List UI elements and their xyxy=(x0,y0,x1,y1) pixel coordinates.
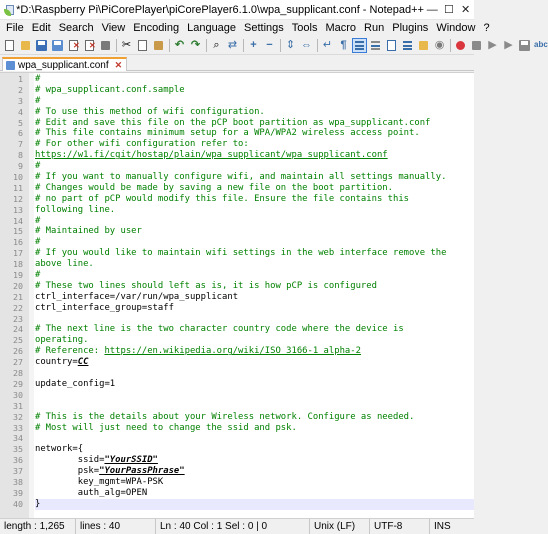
unsaved-file-icon xyxy=(6,61,15,70)
code-line[interactable] xyxy=(35,346,474,357)
menu-edit[interactable]: Edit xyxy=(31,22,51,34)
record-macro-icon[interactable] xyxy=(454,39,467,52)
show-all-characters-icon[interactable]: ¶ xyxy=(340,39,347,51)
code-comment: # These two lines should left as is, it is how pCP is configured xyxy=(35,280,377,291)
status-lines: lines : 40 xyxy=(76,519,156,534)
code-line[interactable] xyxy=(35,172,474,183)
line-number: 21 xyxy=(13,291,23,302)
code-line[interactable] xyxy=(35,128,474,139)
code-line[interactable] xyxy=(35,161,474,172)
line-number: 15 xyxy=(13,226,23,237)
menu-macro[interactable]: Macro xyxy=(325,22,357,34)
toolbar-separator xyxy=(206,39,207,52)
line-number: 20 xyxy=(13,280,23,291)
tab-label: wpa_supplicant.conf xyxy=(18,59,109,71)
replace-icon[interactable]: ⇄ xyxy=(227,39,238,51)
code-text: "YourPassPhrase" xyxy=(99,466,185,477)
code-line[interactable] xyxy=(35,390,474,401)
run-macro-multiple-icon[interactable]: ▶ xyxy=(504,39,513,51)
code-comment: # xyxy=(35,74,41,84)
maximize-button[interactable]: ☐ xyxy=(444,4,454,16)
code-line[interactable] xyxy=(35,259,474,270)
line-number: 26 xyxy=(13,346,23,357)
line-number: 9 xyxy=(18,161,23,172)
line-number: 2 xyxy=(18,84,23,95)
menu-plugins[interactable]: Plugins xyxy=(392,22,429,34)
toolbar xyxy=(0,37,548,55)
line-number: 14 xyxy=(13,215,23,226)
code-text: country= xyxy=(35,357,78,368)
undo-icon[interactable]: ↶ xyxy=(174,39,185,51)
menu-file[interactable]: File xyxy=(6,22,24,34)
code-line[interactable] xyxy=(35,303,474,314)
line-number: 6 xyxy=(18,128,23,139)
line-number: 19 xyxy=(13,270,23,281)
line-number: 37 xyxy=(13,466,23,477)
word-wrap-icon[interactable]: ↵ xyxy=(322,39,333,51)
code-text: ssid= xyxy=(35,455,105,466)
toolbar-separator xyxy=(169,39,170,52)
line-number: 3 xyxy=(18,95,23,106)
code-line[interactable] xyxy=(35,357,474,368)
code-line[interactable] xyxy=(35,412,474,423)
menu-language[interactable]: Language xyxy=(187,22,237,34)
code-line[interactable] xyxy=(35,248,474,259)
code-line[interactable] xyxy=(35,226,474,237)
code-comment: # If you want to manually configure wifi, and maintain all settings manually. xyxy=(35,172,447,183)
code-comment: # Most will just need to change the ssid and psk. xyxy=(35,422,297,433)
code-line[interactable] xyxy=(35,335,474,346)
code-text: auth_alg=OPEN xyxy=(35,487,148,498)
notepadpp-icon xyxy=(4,4,11,16)
line-number: 10 xyxy=(13,172,23,183)
code-line[interactable] xyxy=(35,205,474,216)
language-icon[interactable] xyxy=(369,39,382,52)
code-line[interactable] xyxy=(35,139,474,150)
code-line[interactable] xyxy=(35,281,474,292)
menu-run[interactable]: Run xyxy=(364,22,385,34)
code-line[interactable] xyxy=(35,368,474,379)
tab-bar xyxy=(0,55,474,71)
code-line[interactable] xyxy=(35,314,474,325)
line-number: 8 xyxy=(18,150,23,161)
line-number: 39 xyxy=(13,487,23,498)
close-all-icon[interactable]: ✕ xyxy=(83,39,96,52)
menu-help[interactable]: ? xyxy=(483,22,490,34)
code-comment: # This is the details about your Wireless network. Configure as needed. xyxy=(35,411,415,422)
line-number: 28 xyxy=(13,368,23,379)
code-line[interactable] xyxy=(35,423,474,434)
line-number: 24 xyxy=(13,324,23,335)
code-comment: # xyxy=(35,95,41,106)
line-number: 11 xyxy=(13,182,23,193)
save-macro-icon[interactable] xyxy=(518,39,531,52)
menu-search[interactable]: Search xyxy=(58,22,94,34)
code-line[interactable] xyxy=(35,150,474,161)
code-comment: operating. xyxy=(35,335,89,346)
code-comment: # xyxy=(35,237,41,248)
code-line[interactable] xyxy=(35,194,474,205)
toolbar-separator xyxy=(243,39,244,52)
find-icon[interactable]: ⌕ xyxy=(213,39,220,51)
toolbar-separator xyxy=(116,39,117,52)
code-comment: # Changes would be made by saving a new file on the boot partition. xyxy=(35,182,393,193)
status-length: length : 1,265 xyxy=(0,519,76,534)
status-insert-mode: INS xyxy=(434,520,451,532)
line-number: 29 xyxy=(13,378,23,389)
menu-window[interactable]: Window xyxy=(436,22,476,34)
code-line[interactable] xyxy=(35,85,474,96)
sync-vertical-icon[interactable]: ⇕ xyxy=(285,39,296,51)
line-number: 16 xyxy=(13,237,23,248)
new-file-icon[interactable] xyxy=(3,39,16,52)
save-icon[interactable] xyxy=(35,39,48,52)
document-map-icon[interactable] xyxy=(385,39,398,52)
toolbar-separator xyxy=(450,39,451,52)
code-text: } xyxy=(35,498,41,509)
copy-icon[interactable] xyxy=(136,39,149,52)
code-link[interactable]: https://w1.fi/cgit/hostap/plain/wpa_supplicant/wpa_supplicant.conf xyxy=(35,150,388,161)
line-number: 34 xyxy=(13,433,23,444)
code-line[interactable] xyxy=(35,270,474,281)
line-number-gutter xyxy=(0,73,29,518)
indent-guide-icon[interactable] xyxy=(353,39,366,52)
zoom-out-icon[interactable]: − xyxy=(266,39,273,51)
menu-tools[interactable]: Tools xyxy=(291,22,318,34)
open-file-icon[interactable] xyxy=(19,39,32,52)
code-text: ctrl_interface=/var/run/wpa_supplicant xyxy=(35,291,239,302)
line-number: 31 xyxy=(13,400,23,411)
tab-close-icon[interactable]: ✕ xyxy=(114,59,123,70)
line-number: 17 xyxy=(13,248,23,259)
line-number: 40 xyxy=(13,498,23,509)
line-number: 22 xyxy=(13,302,23,313)
code-comment: # The next line is the two character country code where the device is xyxy=(35,324,404,335)
line-number: 35 xyxy=(13,444,23,455)
line-number: 13 xyxy=(13,204,23,215)
code-text: key_mgmt=WPA-PSK xyxy=(35,476,164,487)
menu-encoding[interactable]: Encoding xyxy=(133,22,180,34)
code-text: update_config=1 xyxy=(35,378,116,389)
zoom-in-icon[interactable]: + xyxy=(250,39,257,51)
line-number: 25 xyxy=(13,335,23,346)
line-number: 23 xyxy=(13,313,23,324)
code-line[interactable] xyxy=(35,107,474,118)
code-comment: # no part of pCP would modify this file. Ensure the file contains this xyxy=(35,193,410,204)
toolbar-separator xyxy=(317,39,318,52)
menu-view[interactable]: View xyxy=(101,22,126,34)
line-number: 33 xyxy=(13,422,23,433)
status-position: Ln : 40 Col : 1 Sel : 0 | 0 xyxy=(156,519,310,534)
code-line[interactable] xyxy=(35,499,474,510)
code-comment: # For other wifi configuration refer to: xyxy=(35,139,249,150)
code-line[interactable] xyxy=(35,433,474,444)
code-comment: # To use this method of wifi configuration. xyxy=(35,106,265,117)
line-number: 1 xyxy=(18,74,23,84)
code-line[interactable] xyxy=(35,292,474,303)
stop-recording-icon[interactable] xyxy=(470,39,483,52)
code-text: network={ xyxy=(35,444,84,455)
window-title: *D:\Raspberry Pi\PiCorePlayer\piCorePlayer6.1.0\wpa_supplicant.conf - Notepad++ xyxy=(16,3,424,16)
line-number: 36 xyxy=(13,455,23,466)
code-comment: # xyxy=(35,270,41,281)
code-link[interactable]: https://en.wikipedia.org/wiki/ISO_3166-1_alpha-2 xyxy=(104,346,361,357)
code-text: CC xyxy=(77,357,89,368)
toolbar-separator xyxy=(280,39,281,52)
close-file-icon[interactable]: ✕ xyxy=(67,39,80,52)
editor-area[interactable] xyxy=(0,72,474,518)
line-number: 32 xyxy=(13,411,23,422)
cut-icon[interactable]: ✂ xyxy=(121,39,132,51)
redo-icon[interactable]: ↷ xyxy=(190,39,201,51)
code-comment: # This file contains minimum setup for a WPA/WPA2 wireless access point. xyxy=(35,128,420,139)
code-line[interactable] xyxy=(35,96,474,107)
line-number: 7 xyxy=(18,139,23,150)
abc-spellcheck-icon[interactable]: abc xyxy=(534,40,548,49)
paste-icon[interactable] xyxy=(152,39,165,52)
print-icon[interactable] xyxy=(99,39,112,52)
code-comment: # xyxy=(35,215,41,226)
line-number: 5 xyxy=(18,117,23,128)
code-comment: # Maintained by user xyxy=(35,226,142,237)
line-number: 38 xyxy=(13,476,23,487)
line-number: 30 xyxy=(13,389,23,400)
tab-wpa-supplicant[interactable] xyxy=(2,57,127,71)
monitoring-icon[interactable]: ◉ xyxy=(434,39,445,51)
playback-macro-icon[interactable]: ▶ xyxy=(488,39,497,51)
code-line[interactable] xyxy=(35,466,474,477)
status-eol: Unix (LF) xyxy=(310,519,370,534)
code-line[interactable] xyxy=(35,477,474,488)
status-encoding: UTF-8 xyxy=(370,519,430,534)
menu-bar xyxy=(0,20,490,37)
sync-horizontal-icon[interactable]: ⇔ xyxy=(301,39,312,51)
code-comment: above line. xyxy=(35,259,94,270)
code-comment: # If you would like to maintain wifi settings in the web interface remove the xyxy=(35,248,447,259)
code-text: "YourSSID" xyxy=(104,455,158,466)
code-line[interactable] xyxy=(35,379,474,390)
code-line[interactable] xyxy=(35,74,474,85)
code-comment: # wpa_supplicant.conf.sample xyxy=(35,84,185,95)
code-line[interactable] xyxy=(35,118,474,129)
code-comment: # Reference: xyxy=(35,346,105,357)
line-number: 12 xyxy=(13,193,23,204)
code-line[interactable] xyxy=(35,455,474,466)
function-list-icon[interactable] xyxy=(401,39,414,52)
save-all-icon[interactable] xyxy=(51,39,64,52)
close-button[interactable]: ✕ xyxy=(461,4,471,16)
menu-settings[interactable]: Settings xyxy=(244,22,284,34)
code-line[interactable] xyxy=(35,216,474,227)
title-bar xyxy=(0,0,474,20)
line-number: 18 xyxy=(13,259,23,270)
code-text: ctrl_interface_group=staff xyxy=(35,302,174,313)
code-comment: following line. xyxy=(35,204,116,215)
code-line[interactable] xyxy=(35,401,474,412)
folder-as-workspace-icon[interactable] xyxy=(417,39,430,52)
code-line[interactable] xyxy=(35,237,474,248)
code-line[interactable] xyxy=(35,324,474,335)
code-line[interactable] xyxy=(35,488,474,499)
code-comment: # xyxy=(35,161,41,172)
code-line[interactable] xyxy=(35,444,474,455)
line-number: 4 xyxy=(18,106,23,117)
code-line[interactable] xyxy=(35,183,474,194)
code-text: psk= xyxy=(35,466,100,477)
text-area[interactable] xyxy=(34,73,474,518)
line-number: 27 xyxy=(13,357,23,368)
code-comment: # Edit and save this file on the pCP boot partition as wpa_supplicant.conf xyxy=(35,117,431,128)
minimize-button[interactable]: — xyxy=(426,3,438,16)
status-bar xyxy=(0,518,474,533)
